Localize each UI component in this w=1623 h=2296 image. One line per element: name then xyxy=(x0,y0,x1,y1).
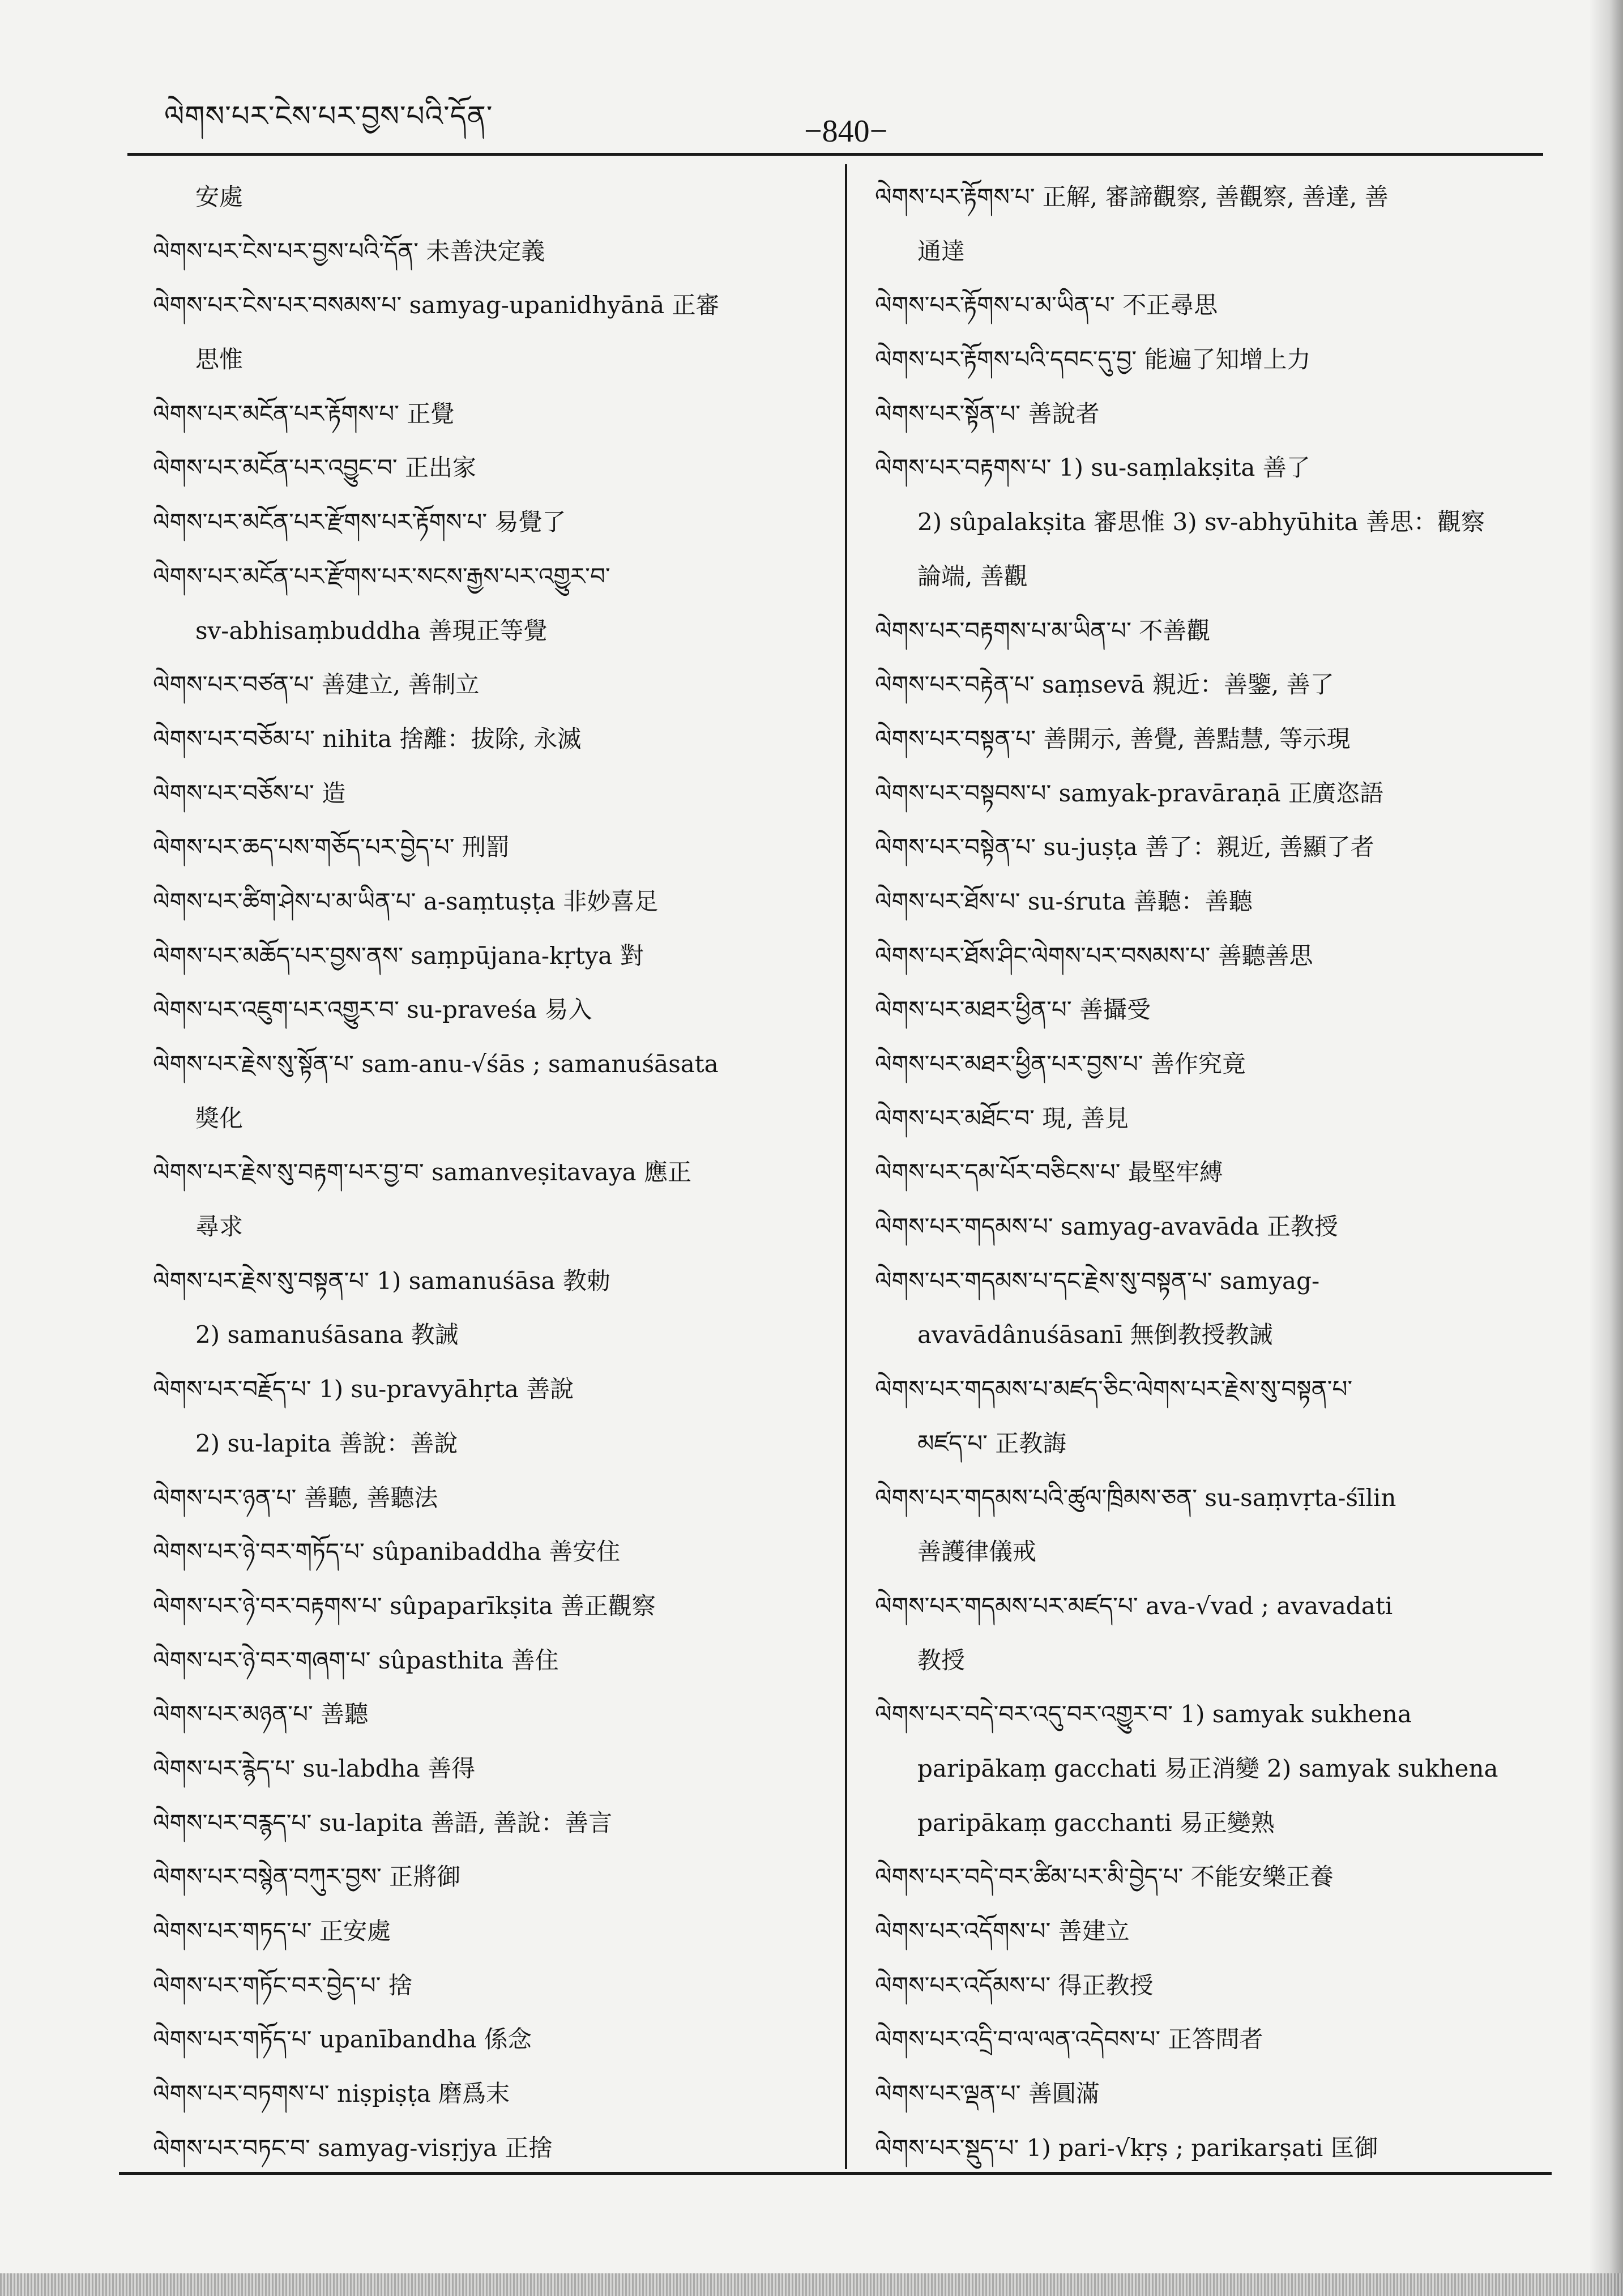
dictionary-entry-line: ལེགས་པར་འདྲི་བ་ལ་ལན་འདེབས་པ་ 正答問者 xyxy=(875,2025,1263,2054)
dictionary-entry-line: 2) samanuśāsana 教誡 xyxy=(195,1321,459,1349)
dictionary-entry-line: ལེགས་པར་མཐར་ཕྱིན་པ་ 善攝受 xyxy=(875,996,1151,1024)
column-divider xyxy=(845,164,847,2169)
running-title: ལེགས་པར་ངེས་པར་བྱས་པའི་དོན་ xyxy=(164,100,493,133)
dictionary-entry-line: ལེགས་པར་ངེས་པར་བསམས་པ་ samyag-upanidhyānā 正審 xyxy=(153,291,720,319)
dictionary-entry-line: 思惟 xyxy=(195,345,244,374)
dictionary-entry-line: ལེགས་པར་རྗེས་སུ་སྟོན་པ་ sam-anu-√śās ; samanuśāsata xyxy=(153,1050,719,1078)
dictionary-entry-line: ལེགས་པར་རྙེད་པ་ su-labdha 善得 xyxy=(153,1754,476,1782)
dictionary-entry-line: ལེགས་པར་གདམས་པ་མཛད་ཅིང་ལེགས་པར་རྗེས་སུ་བསྟན་པ་ xyxy=(875,1375,1353,1403)
dictionary-entry-line: ལེགས་པར་བཅོས་པ་ 造 xyxy=(153,779,346,807)
dictionary-entry-line: ལེགས་པར་ཉན་པ་ 善聽, 善聽法 xyxy=(153,1483,438,1512)
dictionary-entry-line: ལེགས་པར་མངོན་པར་འབྱུང་བ་ 正出家 xyxy=(153,454,477,482)
dictionary-entry-line: ལེགས་པར་གཏད་པ་ 正安處 xyxy=(153,1917,391,1945)
dictionary-entry-line: མཛད་པ་ 正教誨 xyxy=(917,1429,1067,1457)
dictionary-entry-line: sv-abhisaṃbuddha 善現正等覺 xyxy=(195,616,548,645)
dictionary-entry-line: ལེགས་པར་ཉེ་བར་གཏོད་པ་ sûpanibaddha 善安住 xyxy=(153,1538,621,1566)
dictionary-entry-line: ལེགས་པར་རྟོགས་པ་མ་ཡིན་པ་ 不正尋思 xyxy=(875,291,1218,319)
dictionary-entry-line: ལེགས་པར་ལྡན་པ་ 善圓滿 xyxy=(875,2080,1100,2108)
dictionary-entry-line: 善護律儀戒 xyxy=(917,1538,1037,1566)
page-number: −840− xyxy=(804,114,888,149)
dictionary-entry-line: ལེགས་པར་བརྗོད་པ་ 1) su-pravyāhṛta 善說 xyxy=(153,1375,574,1403)
dictionary-entry-line: ལེགས་པར་བརྙད་པ་ su-lapita 善語, 善說：善言 xyxy=(153,1808,613,1837)
dictionary-entry-line: ལེགས་པར་བསྟན་པ་ 善開示, 善覺, 善黠慧, 等示現 xyxy=(875,724,1351,753)
dictionary-entry-line: ལེགས་པར་རྗེས་སུ་བརྟག་པར་བྱ་བ་ samanveṣitavaya 應正 xyxy=(153,1158,691,1187)
dictionary-entry-line: 教授 xyxy=(917,1646,966,1674)
dictionary-entry-line: ལེགས་པར་བསྙེན་བཀུར་བྱས་ 正將御 xyxy=(153,1863,461,1891)
right-column xyxy=(875,170,1563,2175)
dictionary-entry-line: ལེགས་པར་དམ་པོར་བཅིངས་པ་ 最堅牢縛 xyxy=(875,1158,1223,1187)
dictionary-entry-line: ལེགས་པར་ངེས་པར་བྱས་པའི་དོན་ 未善決定義 xyxy=(153,237,545,265)
dictionary-entry-line: ལེགས་པར་རྟོགས་པའི་དབང་དུ་བྱ་ 能遍了知增上力 xyxy=(875,345,1311,374)
dictionary-entry-line: ལེགས་པར་མཆོད་པར་བྱས་ནས་ saṃpūjana-kṛtya 對 xyxy=(153,941,644,970)
dictionary-entry-line: ལེགས་པར་མངོན་པར་རྫོགས་པར་སངས་རྒྱས་པར་འགྱུར་བ་ xyxy=(153,562,610,590)
dictionary-entry-line: ལེགས་པར་ཆད་པས་གཅོད་པར་བྱེད་པ་ 刑罰 xyxy=(153,833,510,861)
dictionary-entry-line: paripākaṃ gacchanti 易正變熟 xyxy=(917,1808,1275,1837)
dictionary-entry-line: paripākaṃ gacchati 易正消變 2) samyak sukhena xyxy=(917,1754,1498,1782)
scan-edge-shadow xyxy=(1589,0,1623,2296)
dictionary-entry-line: 通達 xyxy=(917,237,966,265)
dictionary-entry-line: ལེགས་པར་གདམས་པར་མཛད་པ་ ava-√vad ; avavadati xyxy=(875,1591,1393,1620)
dictionary-entry-line: ལེགས་པར་གཏོད་པ་ upanībandha 係念 xyxy=(153,2025,532,2054)
dictionary-entry-line: ལེགས་པར་མངོན་པར་རྫོགས་པར་རྟོགས་པ་ 易覺了 xyxy=(153,508,566,536)
dictionary-entry-line: ལེགས་པར་བཏགས་པ་ niṣpiṣṭa 磨爲末 xyxy=(153,2080,510,2108)
header-rule xyxy=(127,153,1543,156)
dictionary-entry-line: ལེགས་པར་རྟོགས་པ་ 正解, 審諦觀察, 善觀察, 善達, 善 xyxy=(875,183,1389,211)
dictionary-entry-line: ལེགས་པར་ཉེ་བར་བརྟགས་པ་ sûpaparīkṣita 善正觀察 xyxy=(153,1591,656,1620)
dictionary-entry-line: ལེགས་པར་མངོན་པར་རྟོགས་པ་ 正覺 xyxy=(153,399,455,428)
dictionary-entry-line: ལེགས་པར་བཅོམ་པ་ nihita 捨離：拔除, 永滅 xyxy=(153,724,582,753)
dictionary-entry-line: ལེགས་པར་བདེ་བར་འདུ་བར་འགྱུར་བ་ 1) samyak sukhena xyxy=(875,1700,1412,1729)
dictionary-entry-line: ལེགས་པར་མཉན་པ་ 善聽 xyxy=(153,1700,369,1729)
scan-bottom-noise xyxy=(0,2273,1623,2296)
dictionary-entry-line: ལེགས་པར་གཏོང་བར་བྱེད་པ་ 捨 xyxy=(153,1971,412,1999)
dictionary-entry-line: ལེགས་པར་འདོམས་པ་ 得正教授 xyxy=(875,1971,1154,1999)
dictionary-entry-line: ལེགས་པར་ཐོས་ཤིང་ལེགས་པར་བསམས་པ་ 善聽善思 xyxy=(875,941,1313,970)
dictionary-entry-line: ལེགས་པར་མཐར་ཕྱིན་པར་བྱས་པ་ 善作究竟 xyxy=(875,1050,1246,1078)
dictionary-entry-line: ལེགས་པར་བདེ་བར་ཚིམ་པར་མི་བྱེད་པ་ 不能安樂正養 xyxy=(875,1863,1334,1891)
dictionary-entry-line: ལེགས་པར་གདམས་པ་ samyag-avavāda 正教授 xyxy=(875,1213,1339,1241)
left-column xyxy=(153,170,832,2175)
dictionary-entry-line: ལེགས་པར་བཏང་བ་ samyag-visṛjya 正捨 xyxy=(153,2133,553,2162)
dictionary-entry-line: ལེགས་པར་ཉེ་བར་གཞག་པ་ sûpasthita 善住 xyxy=(153,1646,559,1674)
dictionary-entry-line: 2) sûpalakṣita 審思惟 3) sv-abhyūhita 善思：觀察 xyxy=(917,508,1485,536)
dictionary-entry-line: ལེགས་པར་བརྟགས་པ་ 1) su-saṃlakṣita 善了 xyxy=(875,454,1310,482)
dictionary-entry-line: avavādânuśāsanī 無倒教授教誡 xyxy=(917,1321,1273,1349)
dictionary-entry-line: ལེགས་པར་འཇུག་པར་འགྱུར་བ་ su-praveśa 易入 xyxy=(153,996,592,1024)
dictionary-entry-line: 尋求 xyxy=(195,1213,244,1241)
dictionary-entry-line: ལེགས་པར་ཚིག་ཤེས་པ་མ་ཡིན་པ་ a-saṃtuṣṭa 非妙喜足 xyxy=(153,887,659,915)
dictionary-entry-line: ལེགས་པར་བཙན་པ་ 善建立, 善制立 xyxy=(153,671,480,699)
dictionary-entry-line: ལེགས་པར་བརྟེན་པ་ saṃsevā 親近：善鑒, 善了 xyxy=(875,671,1334,699)
dictionary-entry-line: ལེགས་པར་བསྟབས་པ་ samyak-pravāraṇā 正廣恣語 xyxy=(875,779,1384,807)
dictionary-entry-line: ལེགས་པར་སྡུད་པ་ 1) pari-√kṛṣ ; parikarṣati 匡御 xyxy=(875,2133,1378,2162)
dictionary-entry-line: ལེགས་པར་གདམས་པའི་ཚུལ་ཁྲིམས་ཅན་ su-saṃvṛta-śīlin xyxy=(875,1483,1396,1512)
dictionary-entry-line: 安處 xyxy=(195,183,244,211)
dictionary-entry-line: ལེགས་པར་གདམས་པ་དང་རྗེས་སུ་བསྟན་པ་ samyag- xyxy=(875,1266,1320,1295)
dictionary-entry-line: 論端, 善觀 xyxy=(917,562,1028,590)
dictionary-entry-line: 2) su-lapita 善說：善說 xyxy=(195,1429,458,1457)
dictionary-entry-line: ལེགས་པར་སྟོན་པ་ 善說者 xyxy=(875,399,1100,428)
dictionary-entry-line: ལེགས་པར་རྗེས་སུ་བསྟན་པ་ 1) samanuśāsa 教勅 xyxy=(153,1266,610,1295)
dictionary-entry-line: ལེགས་པར་ཐོས་པ་ su-śruta 善聽：善聽 xyxy=(875,887,1253,915)
dictionary-entry-line: ལེགས་པར་བསྟེན་པ་ su-juṣṭa 善了：親近, 善顯了者 xyxy=(875,833,1374,861)
dictionary-entry-line: ལེགས་པར་མཐོང་བ་ 現, 善見 xyxy=(875,1104,1129,1132)
dictionary-entry-line: ལེགས་པར་བརྟགས་པ་མ་ཡིན་པ་ 不善觀 xyxy=(875,616,1211,645)
dictionary-entry-line: 獎化 xyxy=(195,1104,244,1132)
dictionary-entry-line: ལེགས་པར་འདོགས་པ་ 善建立 xyxy=(875,1917,1130,1945)
